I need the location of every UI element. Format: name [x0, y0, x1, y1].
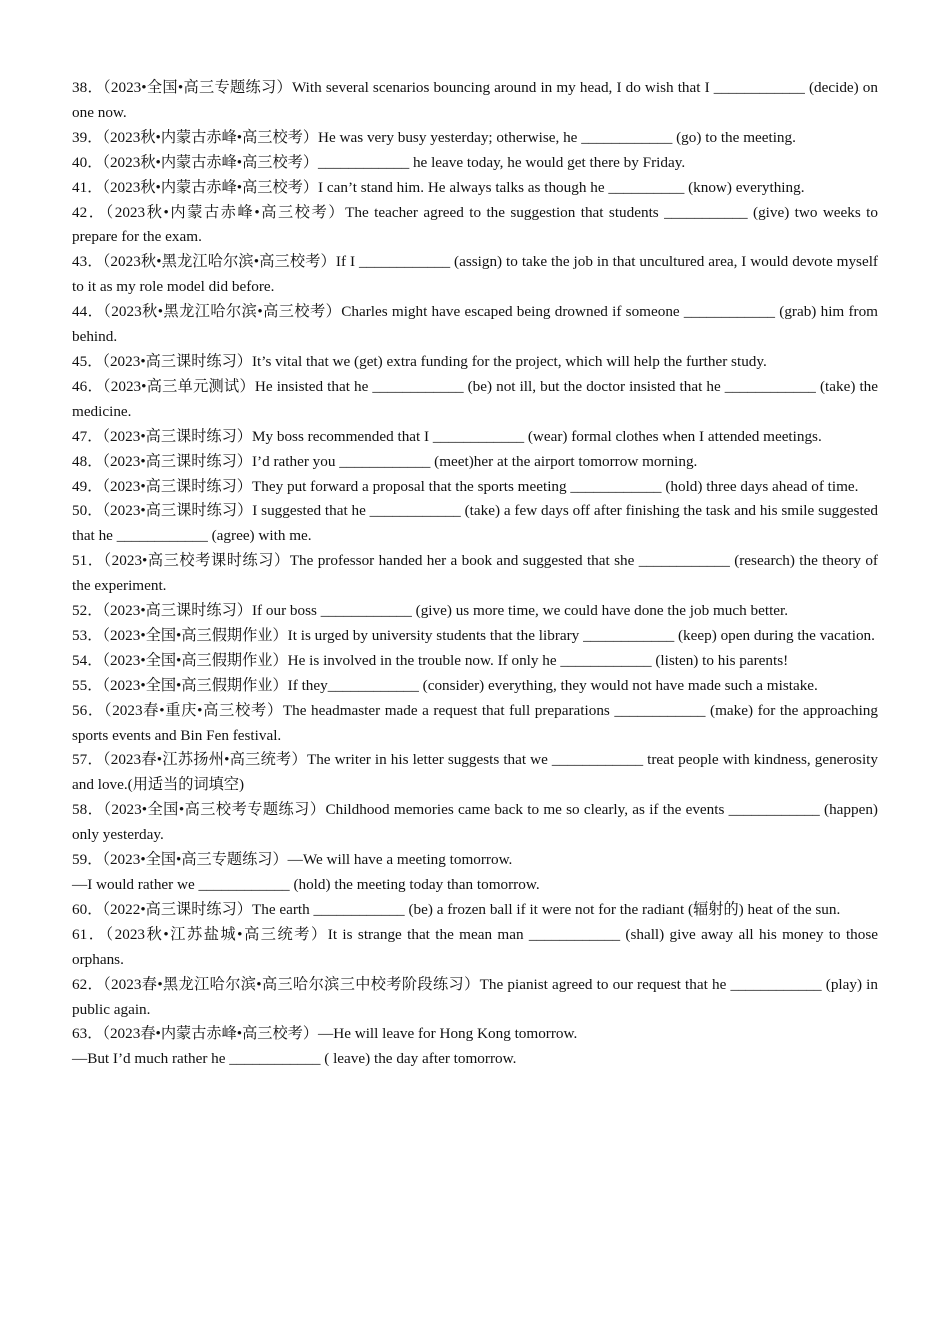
- question-item: 56．（2023春•重庆•高三校考）The headmaster made a request that full preparations ____________ (make) for the approaching sports events and Bin Fen festival.: [72, 701, 878, 744]
- question-item: 49．（2023•高三课时练习）They put forward a proposal that the sports meeting ____________ (hold) three days ahead of time.: [72, 477, 859, 495]
- question-item: 50．（2023•高三课时练习）I suggested that he ____________ (take) a few days off after finishing the task and his smile suggested that he ____________ (agree) with me.: [72, 502, 878, 545]
- question-item: 60．（2022•高三课时练习）The earth ____________ (be) a frozen ball if it were not for the radiant (辐射的) heat of the sun.: [72, 900, 841, 918]
- exercise-page: [72, 76, 878, 1072]
- question-item: 39．（2023秋•内蒙古赤峰•高三校考）He was very busy yesterday; otherwise, he ____________ (go) to the meeting.: [72, 128, 796, 146]
- question-item: 51．（2023•高三校考课时练习）The professor handed her a book and suggested that she ____________ (research) the theory of the experiment.: [72, 552, 878, 595]
- question-item: 48．（2023•高三课时练习）I’d rather you ____________ (meet)her at the airport tomorrow morning.: [72, 452, 698, 470]
- question-item: 61．（2023秋•江苏盐城•高三统考）It is strange that the mean man ____________ (shall) give away all his money to those orphans.: [72, 925, 878, 968]
- question-item: 54．（2023•全国•高三假期作业）He is involved in the trouble now. If only he ____________ (listen) to his parents!: [72, 651, 789, 669]
- question-item: 53．（2023•全国•高三假期作业）It is urged by university students that the library ____________ (keep) open during the vacation.: [72, 626, 875, 644]
- question-item: 42．（2023秋•内蒙古赤峰•高三校考）The teacher agreed to the suggestion that students ___________ (give) two weeks to prepare for the exam.: [72, 203, 878, 246]
- question-item: 63．（2023春•内蒙古赤峰•高三校考）—He will leave for Hong Kong tomorrow. —But I’d much rather he ____________ ( leave) the day after tomorrow.: [72, 1025, 578, 1068]
- question-item: 46．（2023•高三单元测试）He insisted that he ____________ (be) not ill, but the doctor insisted that he ____________ (take) the medicine.: [72, 377, 878, 420]
- question-item: 59．（2023•全国•高三专题练习）—We will have a meeting tomorrow. —I would rather we ____________ (hold) the meeting today than tomorrow.: [72, 851, 540, 893]
- question-item: 55．（2023•全国•高三假期作业）If they____________ (consider) everything, they would not have made such a mistake.: [72, 676, 818, 694]
- question-item: 58．（2023•全国•高三校考专题练习）Childhood memories came back to me so clearly, as if the events ____________ (happen) only yesterday.: [72, 801, 878, 844]
- question-item: 41．（2023秋•内蒙古赤峰•高三校考）I can’t stand him. He always talks as though he __________ (know) everything.: [72, 178, 805, 196]
- question-item: 38．（2023•全国•高三专题练习）With several scenarios bouncing around in my head, I do wish that I ____________ (decide) on one now.: [72, 79, 878, 121]
- question-item: 44．（2023秋•黑龙江哈尔滨•高三校考）Charles might have escaped being drowned if someone ____________ (grab) him from behind.: [72, 303, 878, 346]
- question-item: 43．（2023秋•黑龙江哈尔滨•高三校考）If I ____________ (assign) to take the job in that uncultured area, I would devote myself to it as my role model did before.: [72, 253, 878, 296]
- question-item: 52．（2023•高三课时练习）If our boss ____________ (give) us more time, we could have done the job much better.: [72, 602, 789, 620]
- question-item: 57．（2023春•江苏扬州•高三统考）The writer in his letter suggests that we ____________ treat people with kindness, generosity and love.(用适当的词填空): [72, 751, 878, 794]
- question-item: 47．（2023•高三课时练习）My boss recommended that I ____________ (wear) formal clothes when I attended meetings.: [72, 427, 822, 445]
- question-item: 45．（2023•高三课时练习）It’s vital that we (get) extra funding for the project, which will help the further study.: [72, 352, 767, 370]
- question-item: 40．（2023秋•内蒙古赤峰•高三校考）____________ he leave today, he would get there by Friday.: [72, 153, 686, 171]
- question-item: 62．（2023春•黑龙江哈尔滨•高三哈尔滨三中校考阶段练习）The pianist agreed to our request that he ____________ (play) in public again.: [72, 975, 878, 1018]
